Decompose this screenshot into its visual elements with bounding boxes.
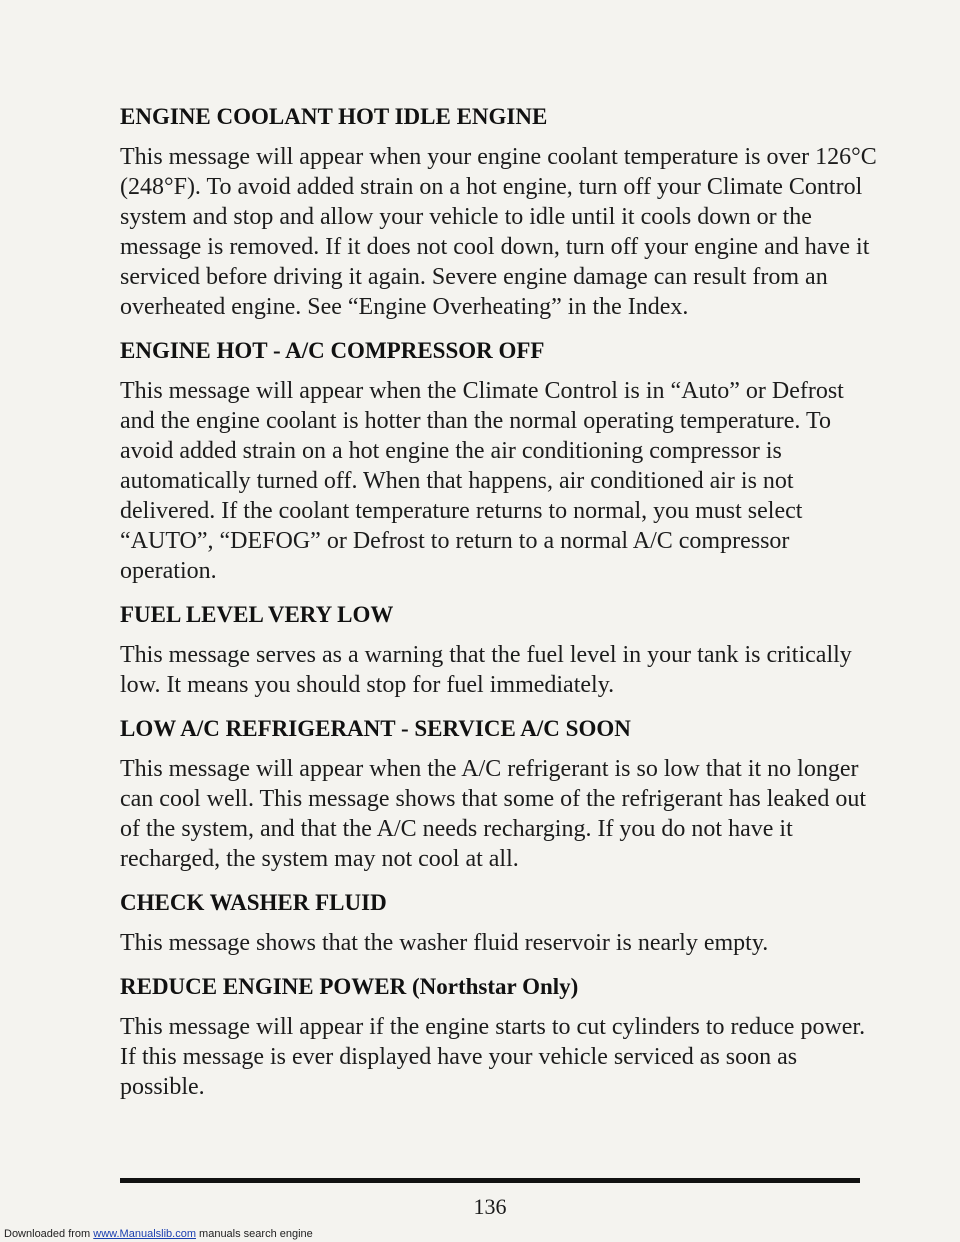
section-body-fuel-level-very-low: This message serves as a warning that the fuel level in your tank is critically low. It means you should stop for fuel immediately. [120, 642, 852, 698]
section-body-reduce-engine-power: This message will appear if the engine starts to cut cylinders to reduce power. If this message is ever displayed have your vehicle serviced as soon as possible. [120, 1014, 866, 1100]
section-body-low-ac-refrigerant: This message will appear when the A/C refrigerant is so low that it no longer can cool well. This message shows that some of the refrigerant has leaked out of the system, and that the A/C needs recharging. If you do not have it recharged, the system may not cool at all. [120, 756, 867, 872]
section-body-engine-coolant-hot: This message will appear when your engine coolant temperature is over 126°C (248°F). To avoid added strain on a hot engine, turn off your Climate Control system and stop and allow your vehicle to idle until it cools down or the message is removed. If it does not cool down, turn off your engine and have it serviced before driving it again. Severe engine damage can result from an overheated engine. See “Engine Overheating” in the Index. [120, 144, 877, 320]
section-heading-low-ac-refrigerant: LOW A/C REFRIGERANT - SERVICE A/C SOON [120, 716, 631, 741]
footer-prefix: Downloaded from [4, 1228, 94, 1240]
section-body-engine-hot-ac-off: This message will appear when the Climate Control is in “Auto” or Defrost and the engine coolant is hotter than the normal operating temperature. To avoid added strain on a hot engine the air conditioning compressor is automatically turned off. When that happens, air conditioned air is not delivered. If the coolant temperature returns to normal, you must select “AUTO”, “DEFOG” or Defrost to return to a normal A/C compressor operation. [120, 378, 844, 584]
footer-suffix: manuals search engine [195, 1228, 313, 1240]
manual-page-content [120, 102, 880, 1116]
page-number: 136 [473, 1194, 507, 1219]
section-heading-reduce-engine-power: REDUCE ENGINE POWER (Northstar Only) [120, 974, 579, 999]
section-heading-fuel-level-very-low: FUEL LEVEL VERY LOW [120, 602, 394, 627]
section-heading-engine-hot-ac-off: ENGINE HOT - A/C COMPRESSOR OFF [120, 338, 545, 363]
manualslib-link[interactable]: www.Manualslib.com [93, 1228, 196, 1240]
section-heading-check-washer-fluid: CHECK WASHER FLUID [120, 890, 387, 915]
download-footer [4, 1228, 313, 1241]
footer-rule [120, 1178, 860, 1183]
section-heading-engine-coolant-hot: ENGINE COOLANT HOT IDLE ENGINE [120, 104, 548, 129]
section-body-check-washer-fluid: This message shows that the washer fluid reservoir is nearly empty. [120, 930, 769, 956]
